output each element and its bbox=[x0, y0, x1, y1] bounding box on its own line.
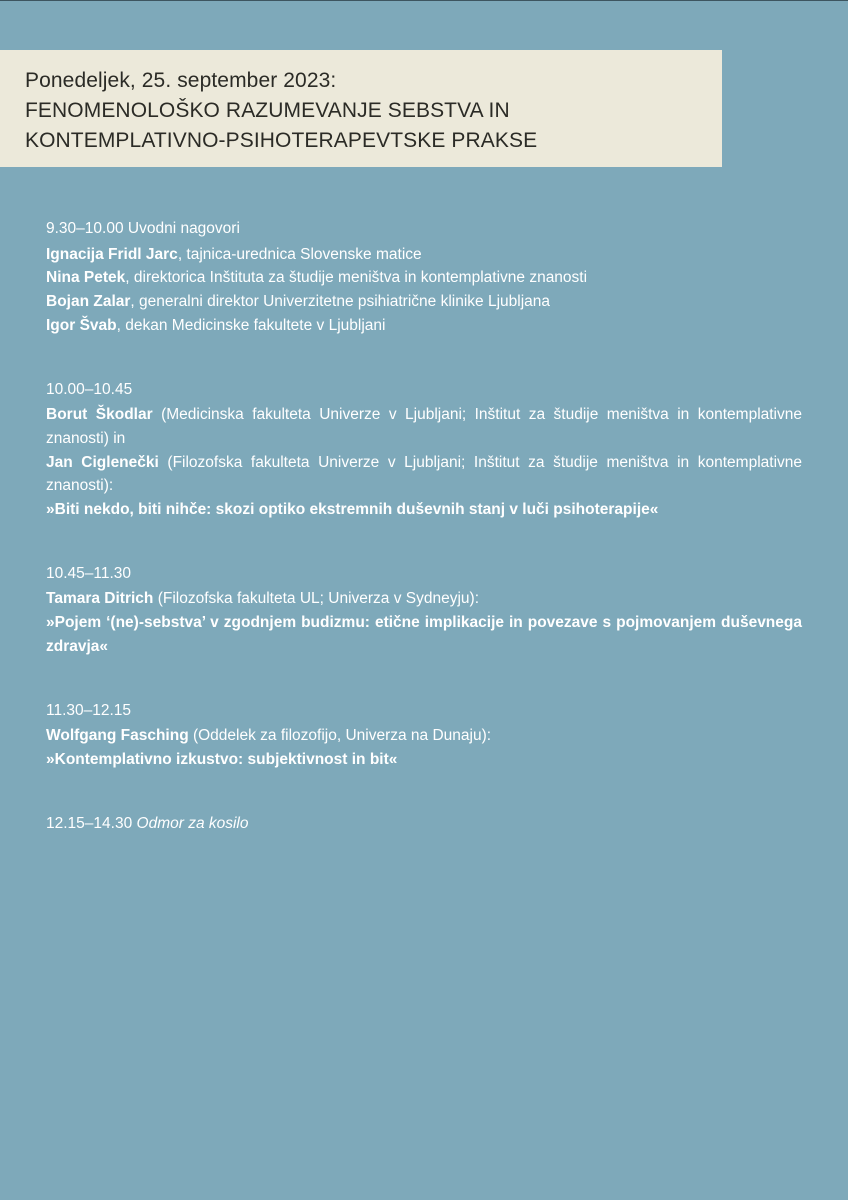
speaker-affiliation: (Oddelek za filozofijo, Univerza na Dunaju): bbox=[188, 727, 492, 745]
session-time: 9.30–10.00 bbox=[46, 220, 124, 237]
day-date: Ponedeljek, 25. september 2023: bbox=[25, 69, 337, 92]
session-lunch-break bbox=[46, 812, 802, 836]
talk-title: »Biti nekdo, biti nihče: skozi optiko ekstremnih duševnih stanj v luči psihoterapije« bbox=[46, 501, 659, 519]
speaker-name: Nina Petek bbox=[46, 269, 126, 287]
talk-title: »Kontemplativno izkustvo: subjektivnost in bit« bbox=[46, 750, 398, 768]
program-list bbox=[46, 217, 802, 837]
session-title: Uvodni nagovori bbox=[127, 220, 240, 237]
speaker-role: , generalni direktor Univerzitetne psihiatrične klinike Ljubljana bbox=[130, 293, 551, 311]
speaker-affiliation: (Filozofska fakulteta UL; Univerza v Sydneyju): bbox=[153, 590, 480, 608]
speaker-line bbox=[46, 266, 802, 290]
speaker-role: , dekan Medicinske fakultete v Ljubljani bbox=[116, 316, 386, 334]
speaker-affiliation: (Filozofska fakulteta Univerze v Ljubljani; Inštitut za študije meništva in kontemplativne znanosti): bbox=[46, 453, 803, 495]
session-time-line bbox=[46, 812, 802, 836]
speaker-line bbox=[46, 403, 802, 450]
speaker-affiliation: (Medicinska fakulteta Univerze v Ljubljani; Inštitut za študije meništva in kontemplativne znanosti) in bbox=[46, 406, 802, 447]
speaker-line bbox=[46, 724, 802, 748]
speaker-line bbox=[46, 587, 802, 611]
speaker-name: Borut Škodlar bbox=[46, 406, 153, 424]
speaker-line bbox=[46, 314, 802, 338]
session-ditrich bbox=[46, 562, 802, 659]
speaker-line bbox=[46, 451, 802, 498]
day-header bbox=[0, 50, 722, 167]
session-fasching bbox=[46, 699, 802, 772]
speaker-name: Wolfgang Fasching bbox=[46, 727, 189, 745]
session-time: 10.00–10.45 bbox=[46, 380, 133, 398]
session-title: Odmor za kosilo bbox=[136, 814, 249, 832]
speaker-name: Jan Ciglenečki bbox=[46, 453, 159, 471]
speaker-line bbox=[46, 290, 802, 314]
session-time: 10.45–11.30 bbox=[46, 564, 132, 582]
session-time: 12.15–14.30 bbox=[46, 814, 133, 832]
talk-title: »Pojem ‘(ne)-sebstva’ v zgodnjem budizmu: etične implikacije in povezave s pojmovanjem duševnega zdravja« bbox=[46, 614, 802, 655]
day-theme-line-2: KONTEMPLATIVNO-PSIHOTERAPEVTSKE PRAKSE bbox=[25, 129, 538, 152]
session-time: 11.30–12.15 bbox=[46, 701, 132, 719]
speaker-name: Bojan Zalar bbox=[46, 293, 131, 311]
speaker-name: Igor Švab bbox=[46, 316, 117, 334]
speaker-name: Tamara Ditrich bbox=[46, 590, 154, 608]
speaker-line bbox=[46, 243, 802, 267]
speaker-role: , direktorica Inštituta za študije meništva in kontemplativne znanosti bbox=[125, 269, 588, 287]
session-time-line bbox=[46, 217, 802, 241]
day-theme-line-1: FENOMENOLOŠKO RAZUMEVANJE SEBSTVA IN bbox=[25, 99, 510, 122]
session-skodlar-ciglenecki bbox=[46, 378, 802, 522]
session-opening bbox=[46, 217, 802, 338]
speaker-name: Ignacija Fridl Jarc bbox=[46, 245, 178, 263]
speaker-role: , tajnica-urednica Slovenske matice bbox=[177, 245, 422, 263]
